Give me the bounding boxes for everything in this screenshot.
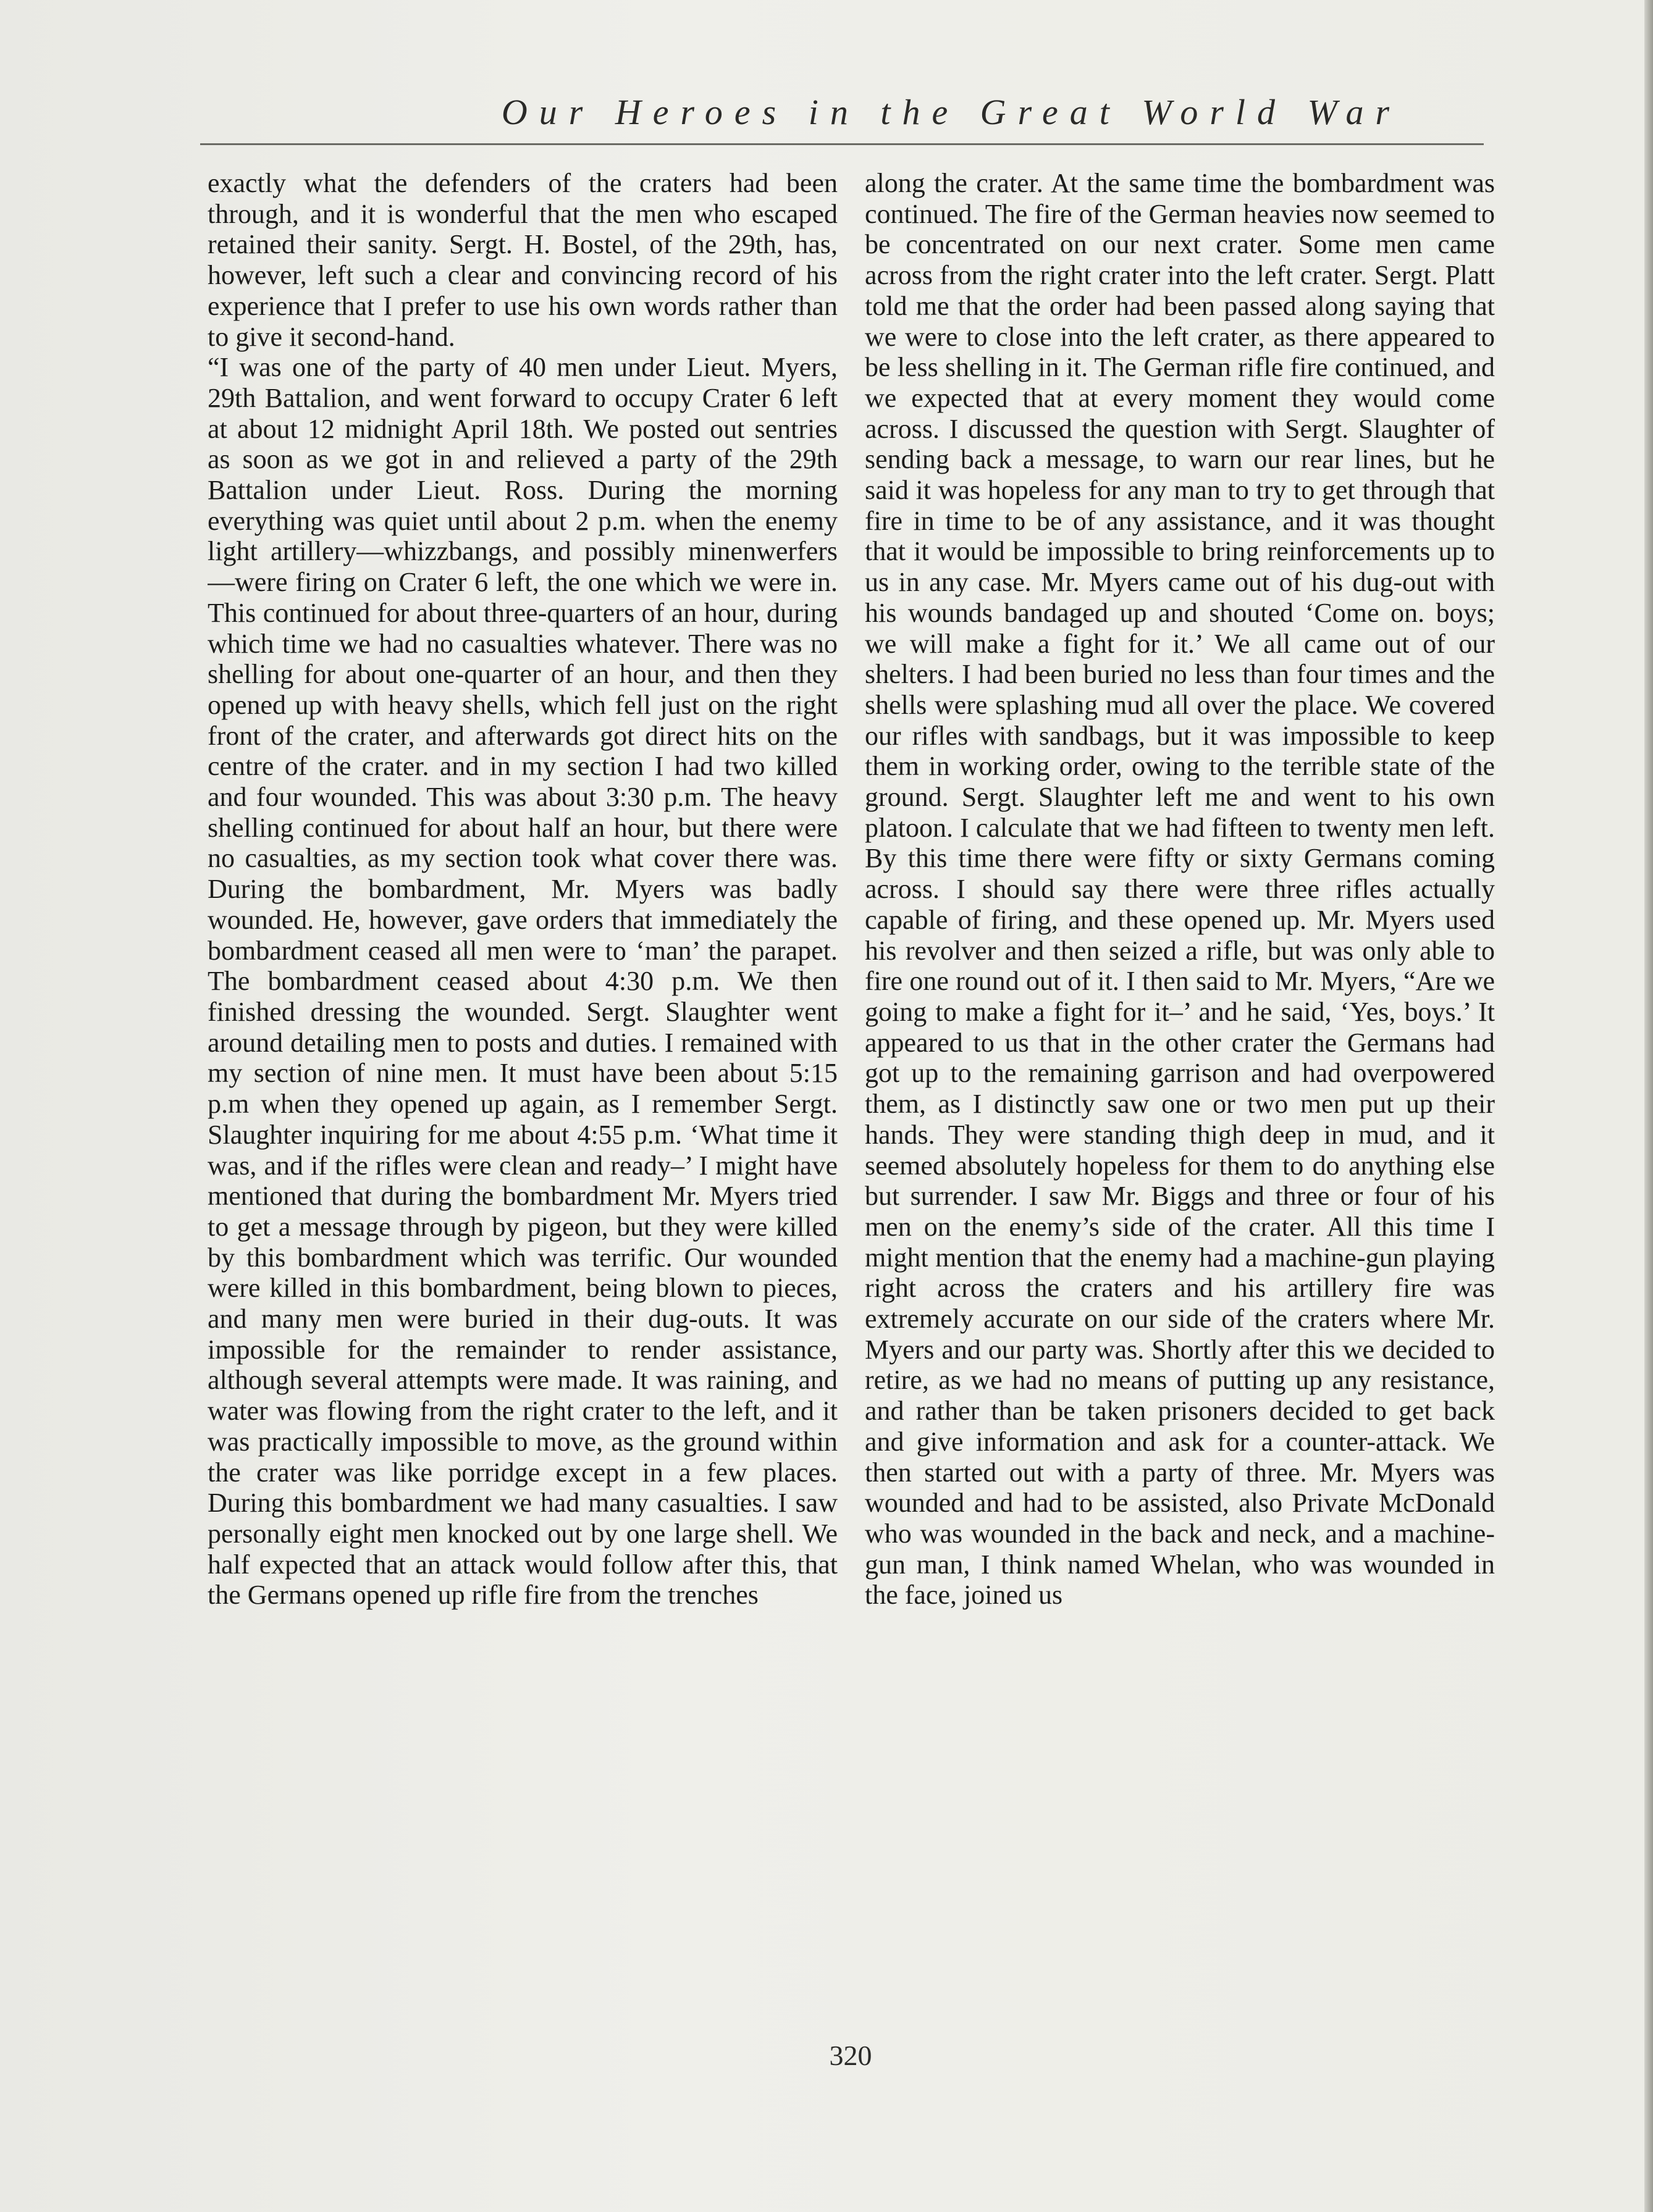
running-head: Our Heroes in the Great World War xyxy=(501,92,1402,132)
page-number: 320 xyxy=(829,2040,872,2071)
right-column-text: along the crater. At the same time the bombardment was continued. The fire of the German heavies now seemed to be concentrated on our next crater. Some men came across from the right crater into the left crater. Sergt. Platt told me that the order had been passed along saying that we were to close into the left crater, as there appeared to be less shelling in it. The German rifle fire continued, and we expected that at every moment they would come across. I discussed the question with Sergt. Slaughter of sending back a message, to warn our rear lines, but he said it was hopeless for any man to try to get through that fire in time to be of any assistance, and it was thought that it would be impossible to bring reinforcements up to us in any case. Mr. Myers came out of his dug-out with his wounds bandaged up and shouted ‘Come on. boys; we will make a fight for it.’ We all came out of our shelters. I had been buried no less than four times and the shells were splashing mud all over the place. We covered our rifles with sandbags, but it was impossible to keep them in working order, owing to the terrible state of the ground. Sergt. Slaughter left me and went to his own platoon. I calculate that we had fifteen to twenty men left. By this time there were fifty or sixty Germans coming across. I should say there were three rifles actually capable of firing, and these opened up. Mr. Myers used his revolver and then seized a rifle, but was only able to fire one round out of it. I then said to Mr. Myers, “Are we going to make a fight for it–’ and he said, ‘Yes, boys.’ It appeared to us that in the other crater the Germans had got up to the remaining garrison and had overpowered them, as I distinctly saw one or two men put up their hands. They were standing thigh deep in mud, and it seemed absolutely hopeless for them to do anything else but surrender. I saw Mr. Biggs and three or four of his men on the enemy’s side of the crater. All this time I might mention that the enemy had a machine-gun playing right across the craters and his artillery fire was extremely accurate on our side of the craters where Mr. Myers and our party was. Shortly after this we decided to retire, as we had no means of putting up any resistance, and rather than be taken prisoners decided to get back and give information and ask for a counter-attack. We then started out with a party of three. Mr. Myers was wounded and had to be assisted, also Private McDonald who was wounded in the back and neck, and a machine-gun man, I think named Whelan, who was wounded in the face, joined us xyxy=(865,168,1495,1611)
left-column xyxy=(208,168,838,2021)
page-edge xyxy=(1644,0,1653,2212)
left-column-text: exactly what the defenders of the craters had been through, and it is wonderful that the men who escaped retained their sanity. Sergt. H. Bostel, of the 29th, has, however, left such a clear and convincing record of his experience that I prefer to use his own words rather than to give it second-hand. “I was one of the party of 40 men under Lieut. Myers, 29th Battalion, and went forward to occupy Crater 6 left at about 12 midnight April 18th. We posted out sentries as soon as we got in and relieved a party of the 29th Battalion under Lieut. Ross. During the morning everything was quiet until about 2 p.m. when the enemy light artillery—whizzbangs, and possibly minenwerfers—were firing on Crater 6 left, the one which we were in. This continued for about three-quarters of an hour, during which time we had no casualties whatever. There was no shelling for about one-quarter of an hour, and then they opened up with heavy shells, which fell just on the right front of the crater, and afterwards got direct hits on the centre of the crater. and in my section I had two killed and four wounded. This was about 3:30 p.m. The heavy shelling continued for about half an hour, but there were no casualties, as my section took what cover there was. During the bombardment, Mr. Myers was badly wounded. He, however, gave orders that immediately the bombardment ceased all men were to ‘man’ the parapet. The bombardment ceased about 4:30 p.m. We then finished dressing the wounded. Sergt. Slaughter went around detailing men to posts and duties. I remained with my section of nine men. It must have been about 5:15 p.m when they opened up again, as I remember Sergt. Slaughter inquiring for me about 4:55 p.m. ‘What time it was, and if the rifles were clean and ready–’ I might have mentioned that during the bombardment Mr. Myers tried to get a message through by pigeon, but they were killed by this bombardment which was terrific. Our wounded were killed in this bombardment, being blown to pieces, and many men were buried in their dug-outs. It was impossible for the remainder to render assistance, although several attempts were made. It was raining, and water was flowing from the right crater to the left, and it was practically impossible to move, as the ground within the crater was like porridge except in a few places. During this bombardment we had many casualties. I saw personally eight men knocked out by one large shell. We half expected that an attack would follow after this, that the Germans opened up rifle fire from the trenches xyxy=(208,168,838,1611)
header-rule xyxy=(200,143,1484,145)
right-column xyxy=(865,168,1495,2021)
